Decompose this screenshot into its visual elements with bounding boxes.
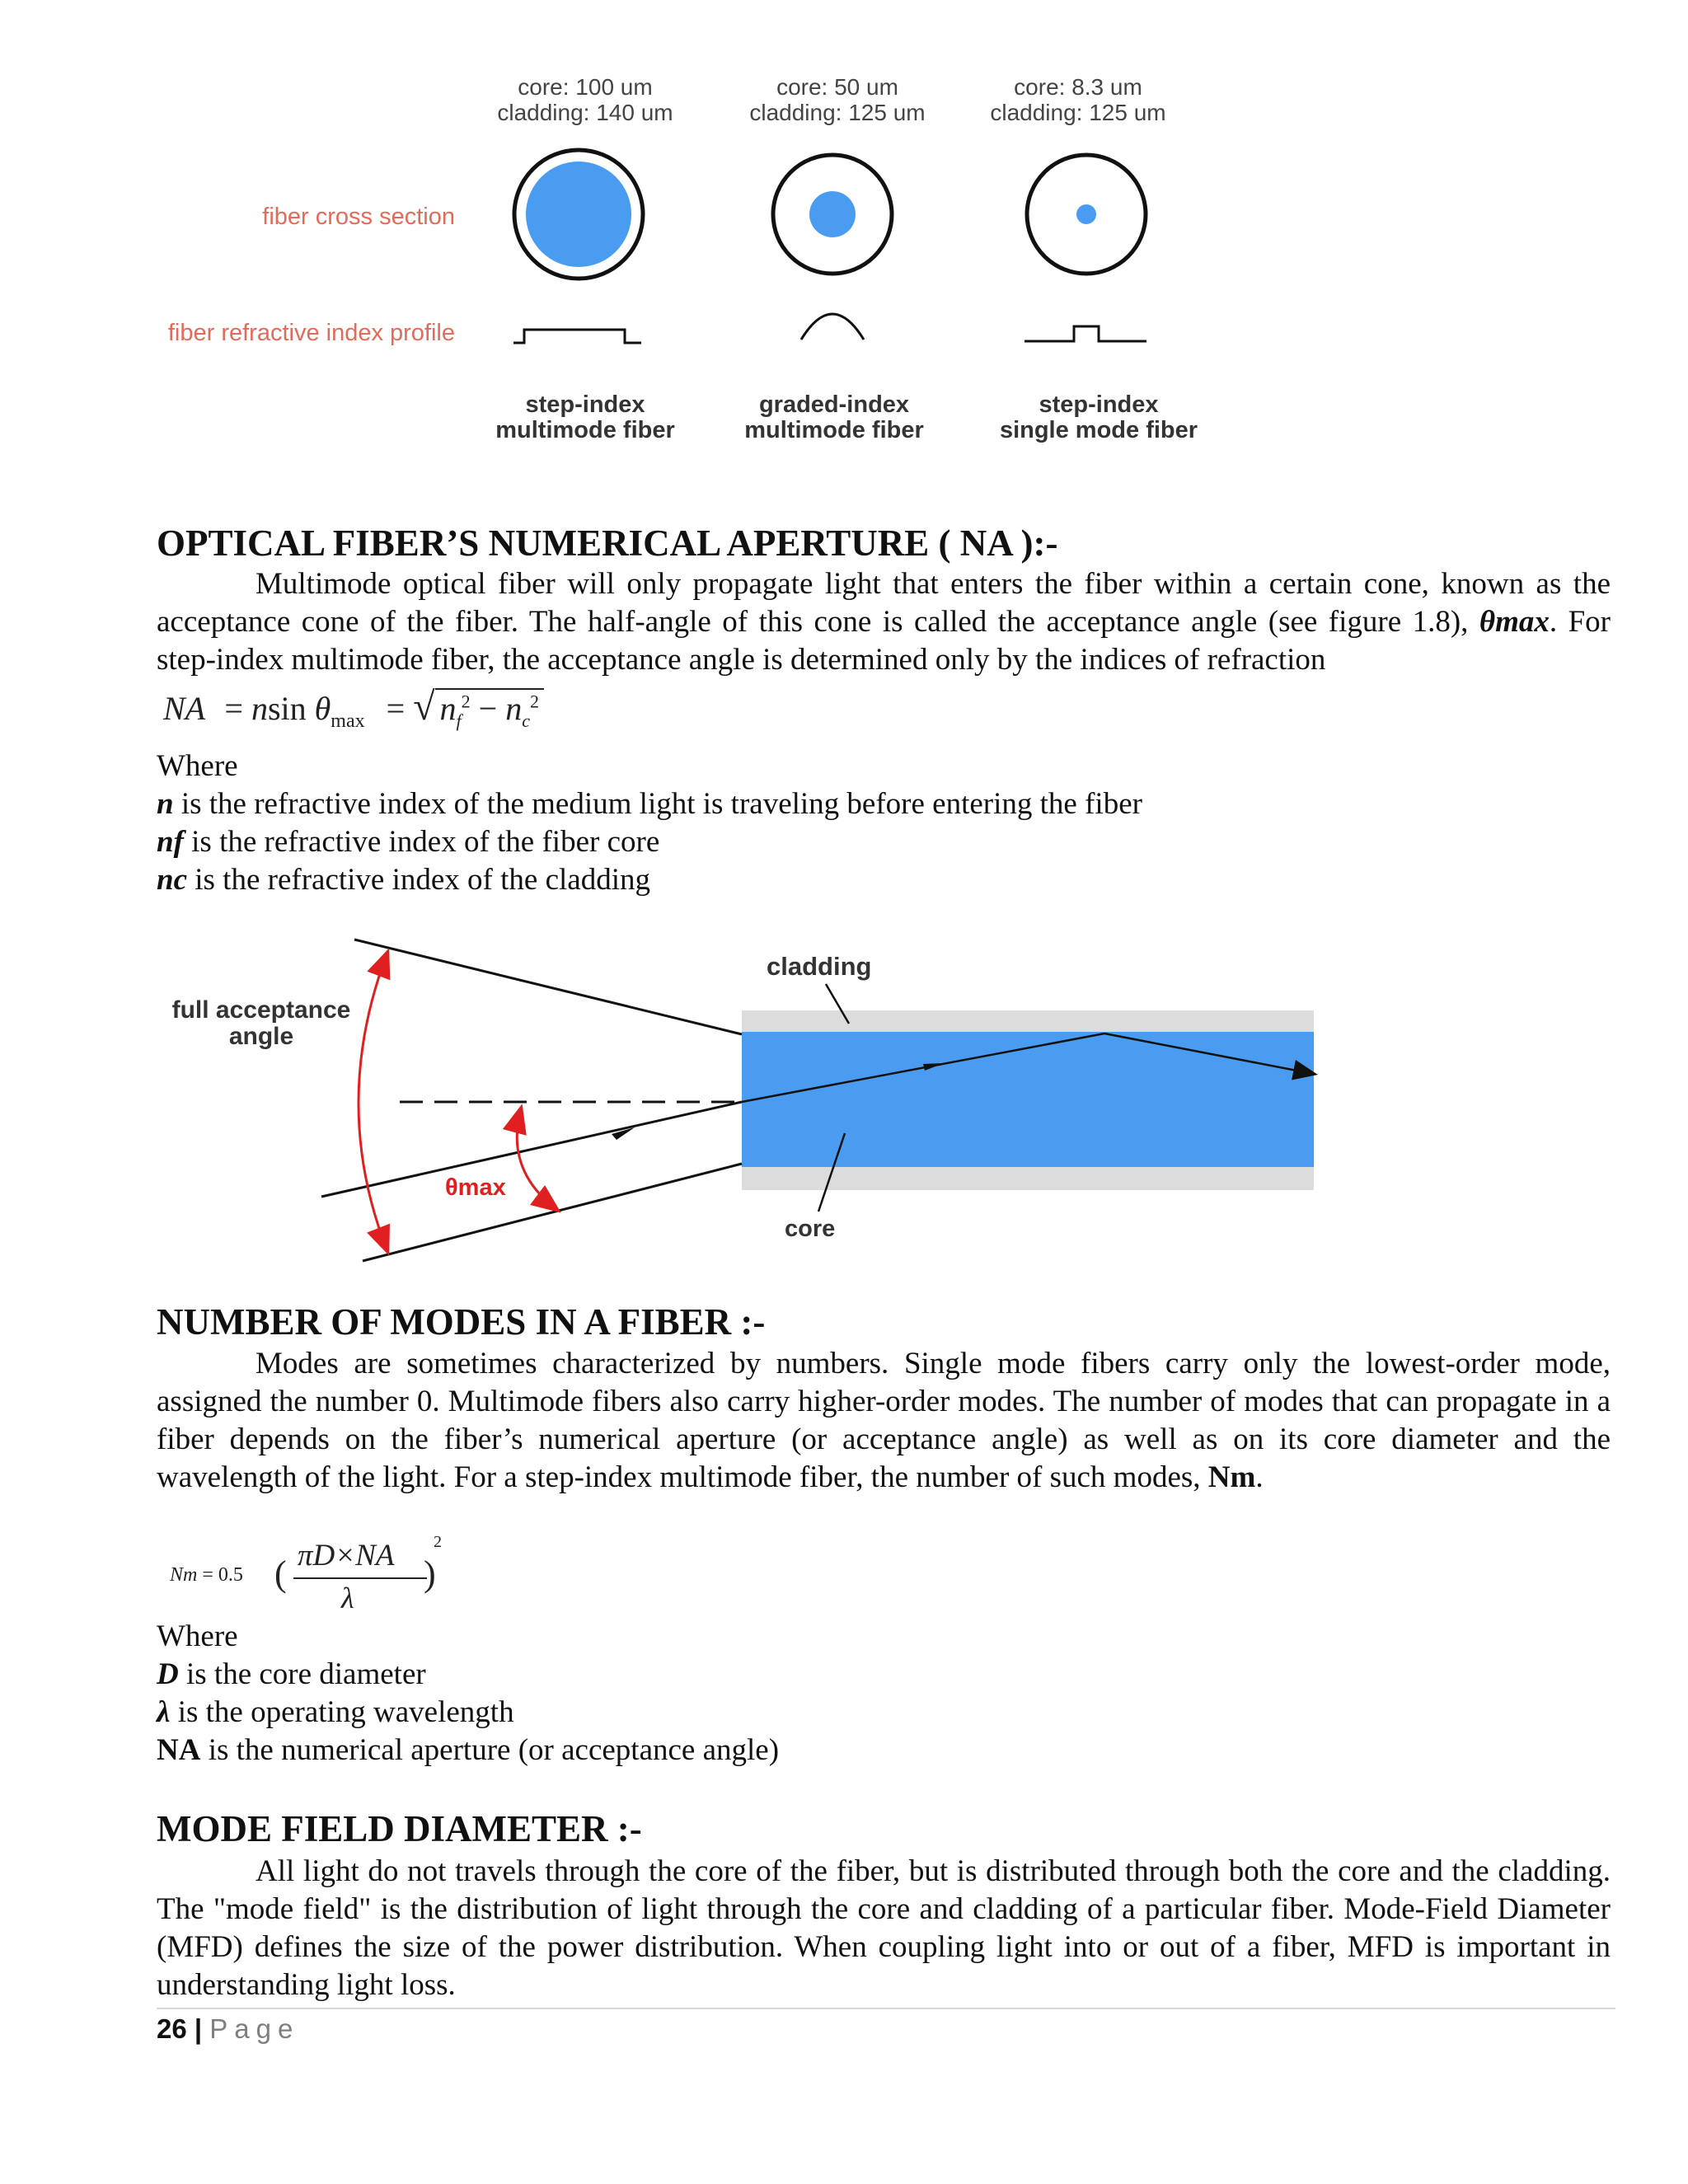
- eq-c-sub: c: [522, 710, 530, 731]
- theta-max-term: θmax: [1479, 605, 1550, 639]
- eq-nm: Nm: [170, 1564, 198, 1586]
- def-symbol-nc: nc: [157, 863, 187, 897]
- modes-def-lambda: [157, 1694, 514, 1732]
- na-where: Where: [157, 749, 238, 783]
- fiber-1-cladding-label: cladding: 140 um: [497, 100, 673, 125]
- modes-def-d: [157, 1656, 426, 1694]
- fiber-1-cross-section: [514, 150, 643, 279]
- fiber-2-type: [710, 392, 958, 443]
- na-paragraph: [157, 565, 1611, 679]
- index-profile-row-label: fiber refractive index profile: [167, 320, 455, 346]
- eq-max: max: [331, 710, 365, 732]
- def-symbol-na: NA: [157, 1733, 201, 1767]
- eq-close-paren: ): [424, 1554, 436, 1594]
- full-acceptance-label-line1: full acceptance: [171, 996, 351, 1024]
- eq-n: n: [251, 690, 268, 727]
- na-def-n: [157, 785, 1142, 823]
- def-text-d: is the core diameter: [178, 1657, 426, 1691]
- theta-max-arc: [517, 1108, 557, 1210]
- na-def-nc: [157, 861, 650, 899]
- full-acceptance-angle-label: [158, 997, 364, 1050]
- fiber-1-type-line1: step-index: [525, 391, 645, 418]
- mfd-heading: MODE FIELD DIAMETER :-: [157, 1808, 642, 1849]
- eq-minus: −: [478, 690, 498, 727]
- modes-equation: [170, 1533, 450, 1620]
- def-text-nc: is the refractive index of the cladding: [187, 863, 650, 897]
- eq-nc: n: [505, 690, 523, 727]
- def-symbol-d: D: [157, 1657, 179, 1691]
- modes-paragraph-text: Modes are sometimes characterized by numbers. Single mode fibers carry only the lowest-order mode, assigned the number 0. Multimode fibers also carry higher-order modes. The number of modes that can propagate in a fiber depends on the fiber’s numerical aperture (or acceptance angle) as well as on its core diameter and the wavelength of the light. For a step-index multimode fiber, the number of such modes,: [157, 1347, 1611, 1494]
- na-def-nf: [157, 823, 659, 861]
- cone-lower-line: [363, 1164, 742, 1261]
- def-text-nf: is the refractive index of the fiber core: [183, 825, 660, 859]
- mfd-paragraph: [157, 1853, 1611, 2004]
- na-paragraph-text-2: . For step-index multimode fiber, the acceptance angle is determined only by the indices of refraction: [157, 605, 1611, 677]
- footer-divider: [157, 2008, 1615, 2009]
- eq-equals-2: =: [386, 690, 406, 727]
- fiber-1-core-label: core: 100 um: [518, 74, 653, 100]
- core-band: [742, 1032, 1314, 1167]
- fiber-2-cladding-label: cladding: 125 um: [749, 100, 926, 125]
- def-symbol-n: n: [157, 787, 174, 821]
- fiber-3-cross-section: [1027, 155, 1146, 274]
- eq-square-1: 2: [461, 691, 471, 712]
- fiber-1-type-line2: multimode fiber: [495, 417, 675, 443]
- cone-upper-line: [354, 940, 742, 1034]
- core-label: core: [785, 1216, 836, 1242]
- modes-paragraph: [157, 1345, 1611, 1497]
- full-acceptance-label-line2: angle: [228, 1023, 294, 1050]
- eq-nf: n: [439, 690, 457, 727]
- cross-section-row-label: fiber cross section: [262, 204, 455, 230]
- page-word: Page: [209, 2013, 300, 2044]
- fiber-2-type-line1: graded-index: [758, 391, 910, 418]
- step-index-profile-1: [513, 330, 641, 343]
- cladding-label: cladding: [767, 952, 872, 981]
- fiber-3-type: [975, 392, 1222, 443]
- theta-max-label: θmax: [445, 1174, 506, 1201]
- page-number: 26: [157, 2013, 187, 2044]
- fiber-3-core-label: core: 8.3 um: [1014, 74, 1142, 100]
- fiber-1-type: [462, 392, 709, 443]
- fiber-3-type-line2: single mode fiber: [999, 417, 1198, 443]
- nm-term: Nm: [1207, 1460, 1256, 1494]
- modes-where: Where: [157, 1619, 238, 1653]
- eq-open-paren: (: [274, 1554, 287, 1594]
- fiber-2-core-label: core: 50 um: [776, 74, 898, 100]
- eq-fraction-bar: [293, 1577, 427, 1579]
- def-text-lambda: is the operating wavelength: [170, 1695, 514, 1729]
- na-paragraph-text-1: Multimode optical fiber will only propagate light that enters the fiber within a certain cone, known as the acceptance cone of the fiber. The half-angle of this cone is called the acceptance angle (see figure 1.8),: [157, 567, 1611, 639]
- na-equation: NA = nsin $\theta_{max}$ = √ $n_f^2 - n_c^2$: [163, 684, 544, 733]
- fiber-2-type-line2: multimode fiber: [744, 417, 924, 443]
- def-text-n: is the refractive index of the medium light is traveling before entering the fiber: [173, 787, 1142, 821]
- eq-na: NA: [163, 690, 205, 727]
- eq-denominator: λ: [341, 1582, 354, 1615]
- eq-f-sub: f: [456, 710, 462, 731]
- eq-power: 2: [434, 1533, 442, 1551]
- def-text-na: is the numerical aperture (or acceptance angle): [200, 1733, 780, 1767]
- eq-numerator: πD×NA: [298, 1539, 395, 1572]
- fiber-3-cladding-label: cladding: 125 um: [990, 100, 1166, 125]
- eq-square-2: 2: [529, 691, 539, 712]
- def-symbol-nf: nf: [157, 825, 184, 859]
- modes-def-na: [157, 1732, 779, 1769]
- def-symbol-lambda: λ: [157, 1695, 171, 1729]
- na-heading: OPTICAL FIBER’S NUMERICAL APERTURE ( NA ):-: [157, 523, 1058, 564]
- step-index-profile-2: [1025, 326, 1146, 341]
- page-footer: [157, 2013, 299, 2045]
- eq-coefficient: = 0.5: [202, 1564, 243, 1586]
- modes-paragraph-end: .: [1255, 1460, 1264, 1494]
- eq-theta: θ: [314, 690, 331, 727]
- fiber-3-type-line1: step-index: [1039, 391, 1159, 418]
- eq-equals-1: =: [224, 690, 243, 727]
- page-separator: |: [194, 2013, 203, 2044]
- modes-heading: NUMBER OF MODES IN A FIBER :-: [157, 1301, 766, 1343]
- mfd-paragraph-text: All light do not travels through the core of the fiber, but is distributed through both the core and the cladding. The "mode field" is the distribution of light through the core and cladding of a particular fiber. Mode-Field Diameter (MFD) defines the size of the power distribution. When coupling light into or out of a fiber, MFD is important in understanding light loss.: [157, 1854, 1611, 2002]
- graded-index-profile: [801, 314, 864, 340]
- eq-sin: sin: [267, 690, 307, 727]
- fiber-2-cross-section: [773, 155, 892, 274]
